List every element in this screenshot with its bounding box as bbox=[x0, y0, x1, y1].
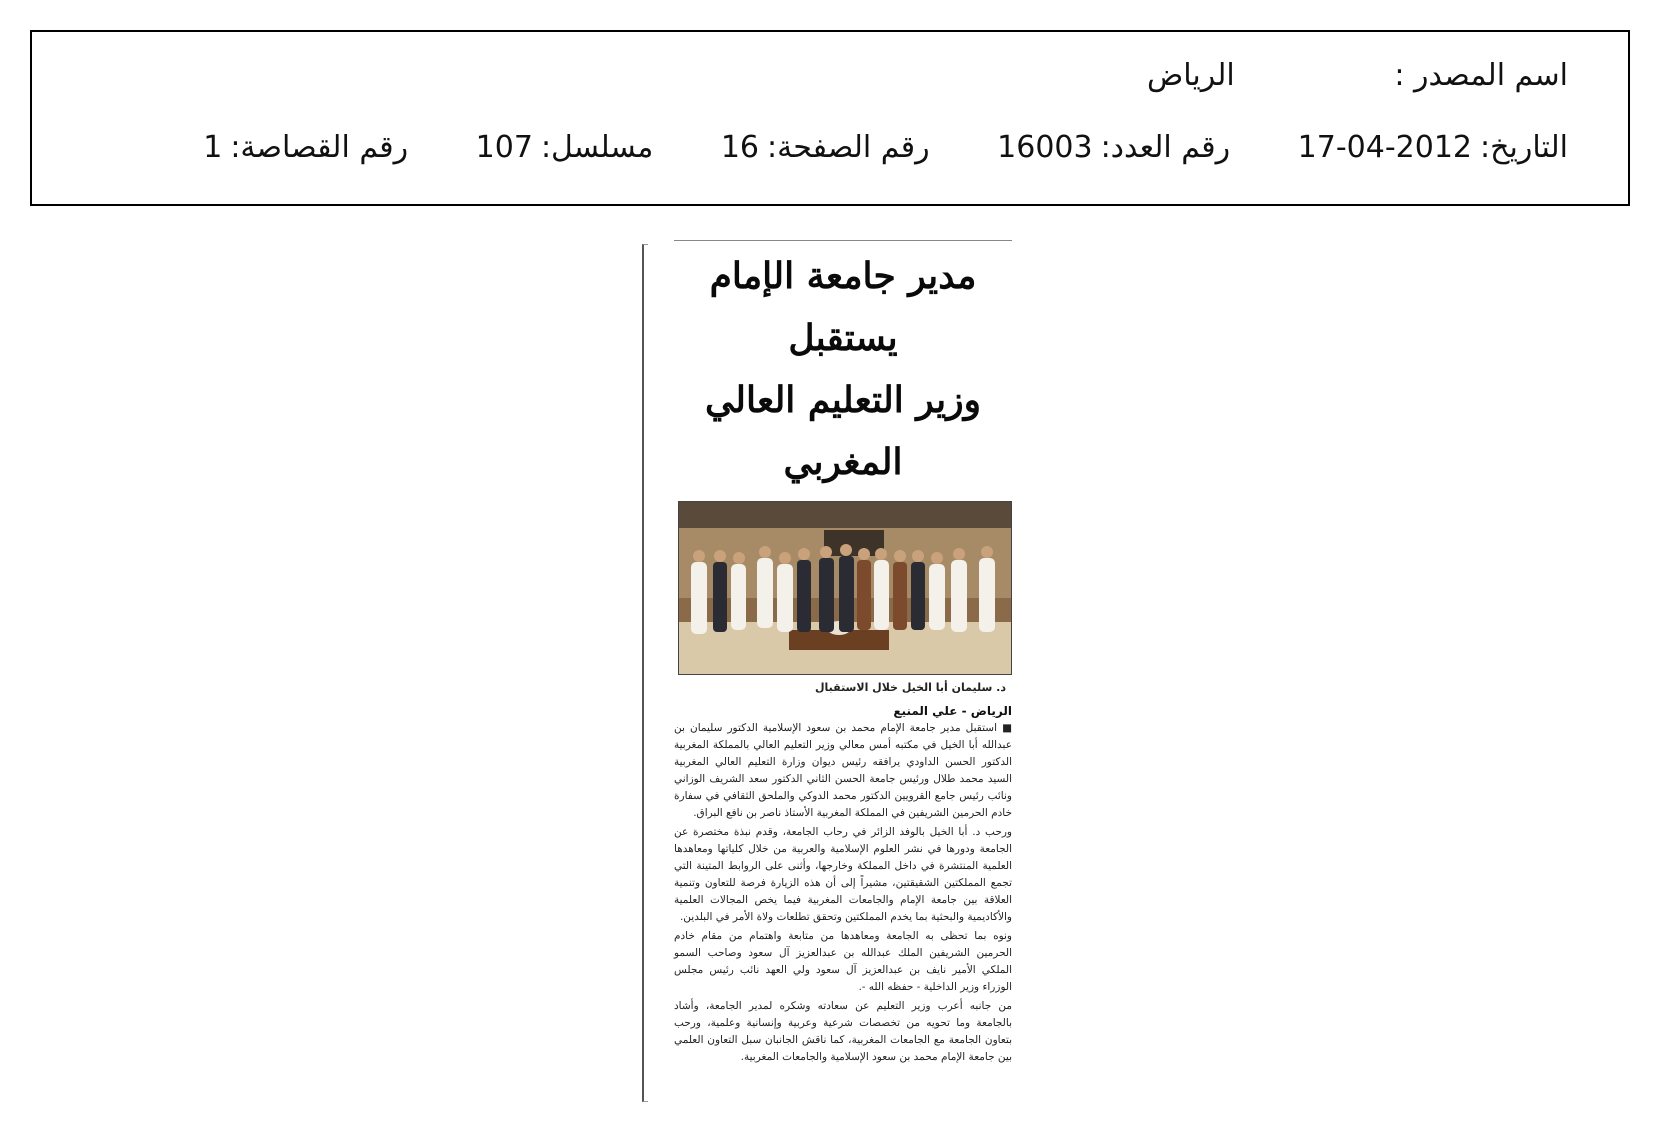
date-field bbox=[1298, 130, 1568, 165]
serial-label: مسلسل: bbox=[540, 130, 654, 165]
article-paragraph: ورحب د. أبا الخيل بالوفد الزائر في رحاب الجامعة، وقدم نبذة مختصرة عن الجامعة ودورها في نشر العلوم الإسلامية والعربية من خلال كلياتها ومعاهدها العلمية المنتشرة في داخل المملكة وخارجها، وأثنى على الروابط المتينة التي تجمع المملكتين الشقيقتين، مشيراً إلى أن هذه الزيارة فرصة للتعاون وتنمية العلاقة بين جامعة الإمام والجامعات المغربية فيما يخص المجالات العلمية والأكاديمية والبحثية بما يخدم المملكتين وتحقق تطلعات ولاة الأمر في البلدين. bbox=[674, 826, 1012, 923]
photo-caption: د. سليمان أبا الخيل خلال الاستقبال bbox=[814, 681, 1006, 694]
issue-value: 16003 bbox=[997, 130, 1093, 165]
serial-field bbox=[476, 130, 654, 165]
article-headline bbox=[674, 245, 1012, 493]
group-photo-illustration bbox=[679, 502, 1011, 674]
clip-number-label: رقم القصاصة: bbox=[230, 130, 409, 165]
serial-value: 107 bbox=[475, 130, 533, 165]
headline-line-2: وزير التعليم العالي المغربي bbox=[705, 379, 981, 483]
issue-label: رقم العدد: bbox=[1100, 130, 1231, 165]
source-line bbox=[1147, 58, 1568, 93]
date-value: 2012-04-17 bbox=[1297, 130, 1473, 165]
article-paragraph: ونوه بما تحظى به الجامعة ومعاهدها من متابعة واهتمام من مقام خادم الحرمين الشريفين الملك عبدالله بن عبدالعزيز آل سعود وصاحب السمو الملكي الأمير نايف بن عبدالعزيز آل سعود ولي العهد نائب رئيس مجلس الوزراء وزير الداخلية - حفظه الله -. bbox=[674, 930, 1012, 993]
clipping-left-edge bbox=[642, 244, 648, 1102]
article-paragraph: ■ استقبل مدير جامعة الإمام محمد بن سعود الإسلامية الدكتور سليمان بن عبدالله أبا الخيل في مكتبه أمس معالي وزير التعليم العالي بالمملكة المغربية الدكتور الحسن الداودي يرافقه رئيس ديوان وزارة التعليم العالي المغربية السيد محمد طلال ورئيس جامعة الحسن الثاني الدكتور سعد الشريف الوزاني ونائب رئيس جامع القرويين الدكتور محمد الدوكي والملحق الثقافي في سفارة خادم الحرمين الشريفين في المملكة المغربية الأستاذ ناصر بن نافع البراق. bbox=[674, 722, 1012, 819]
article-paragraph: من جانبه أعرب وزير التعليم عن سعادته وشكره لمدير الجامعة، وأشاد بالجامعة وما تحويه من تخصصات شرعية وعربية وإنسانية وعلمية، ورحب بتعاون الجامعة مع الجامعات المغربية، كما ناقش الجانبان سبل التعاون العلمي بين جامعة الإمام محمد بن سعود الإسلامية والجامعات المغربية. bbox=[674, 1000, 1012, 1063]
article-photo bbox=[678, 501, 1012, 675]
clipping-top-rule bbox=[674, 240, 1012, 241]
clip-number-value: 1 bbox=[203, 130, 223, 165]
issue-field bbox=[997, 130, 1230, 165]
page-label: رقم الصفحة: bbox=[767, 130, 930, 165]
article-body bbox=[674, 720, 1012, 1066]
metadata-line bbox=[145, 130, 1568, 165]
source-value: الرياض bbox=[1146, 58, 1235, 93]
newspaper-clipping bbox=[674, 240, 1012, 1098]
source-label: اسم المصدر : bbox=[1394, 58, 1568, 93]
headline-line-1: مدير جامعة الإمام يستقبل bbox=[709, 255, 977, 359]
date-label: التاريخ: bbox=[1480, 130, 1568, 165]
clip-number-field bbox=[203, 130, 408, 165]
page-field bbox=[721, 130, 930, 165]
article-byline: الرياض - علي المنيع bbox=[893, 704, 1012, 718]
clipping-header-box bbox=[30, 30, 1630, 206]
page-value: 16 bbox=[720, 130, 760, 165]
